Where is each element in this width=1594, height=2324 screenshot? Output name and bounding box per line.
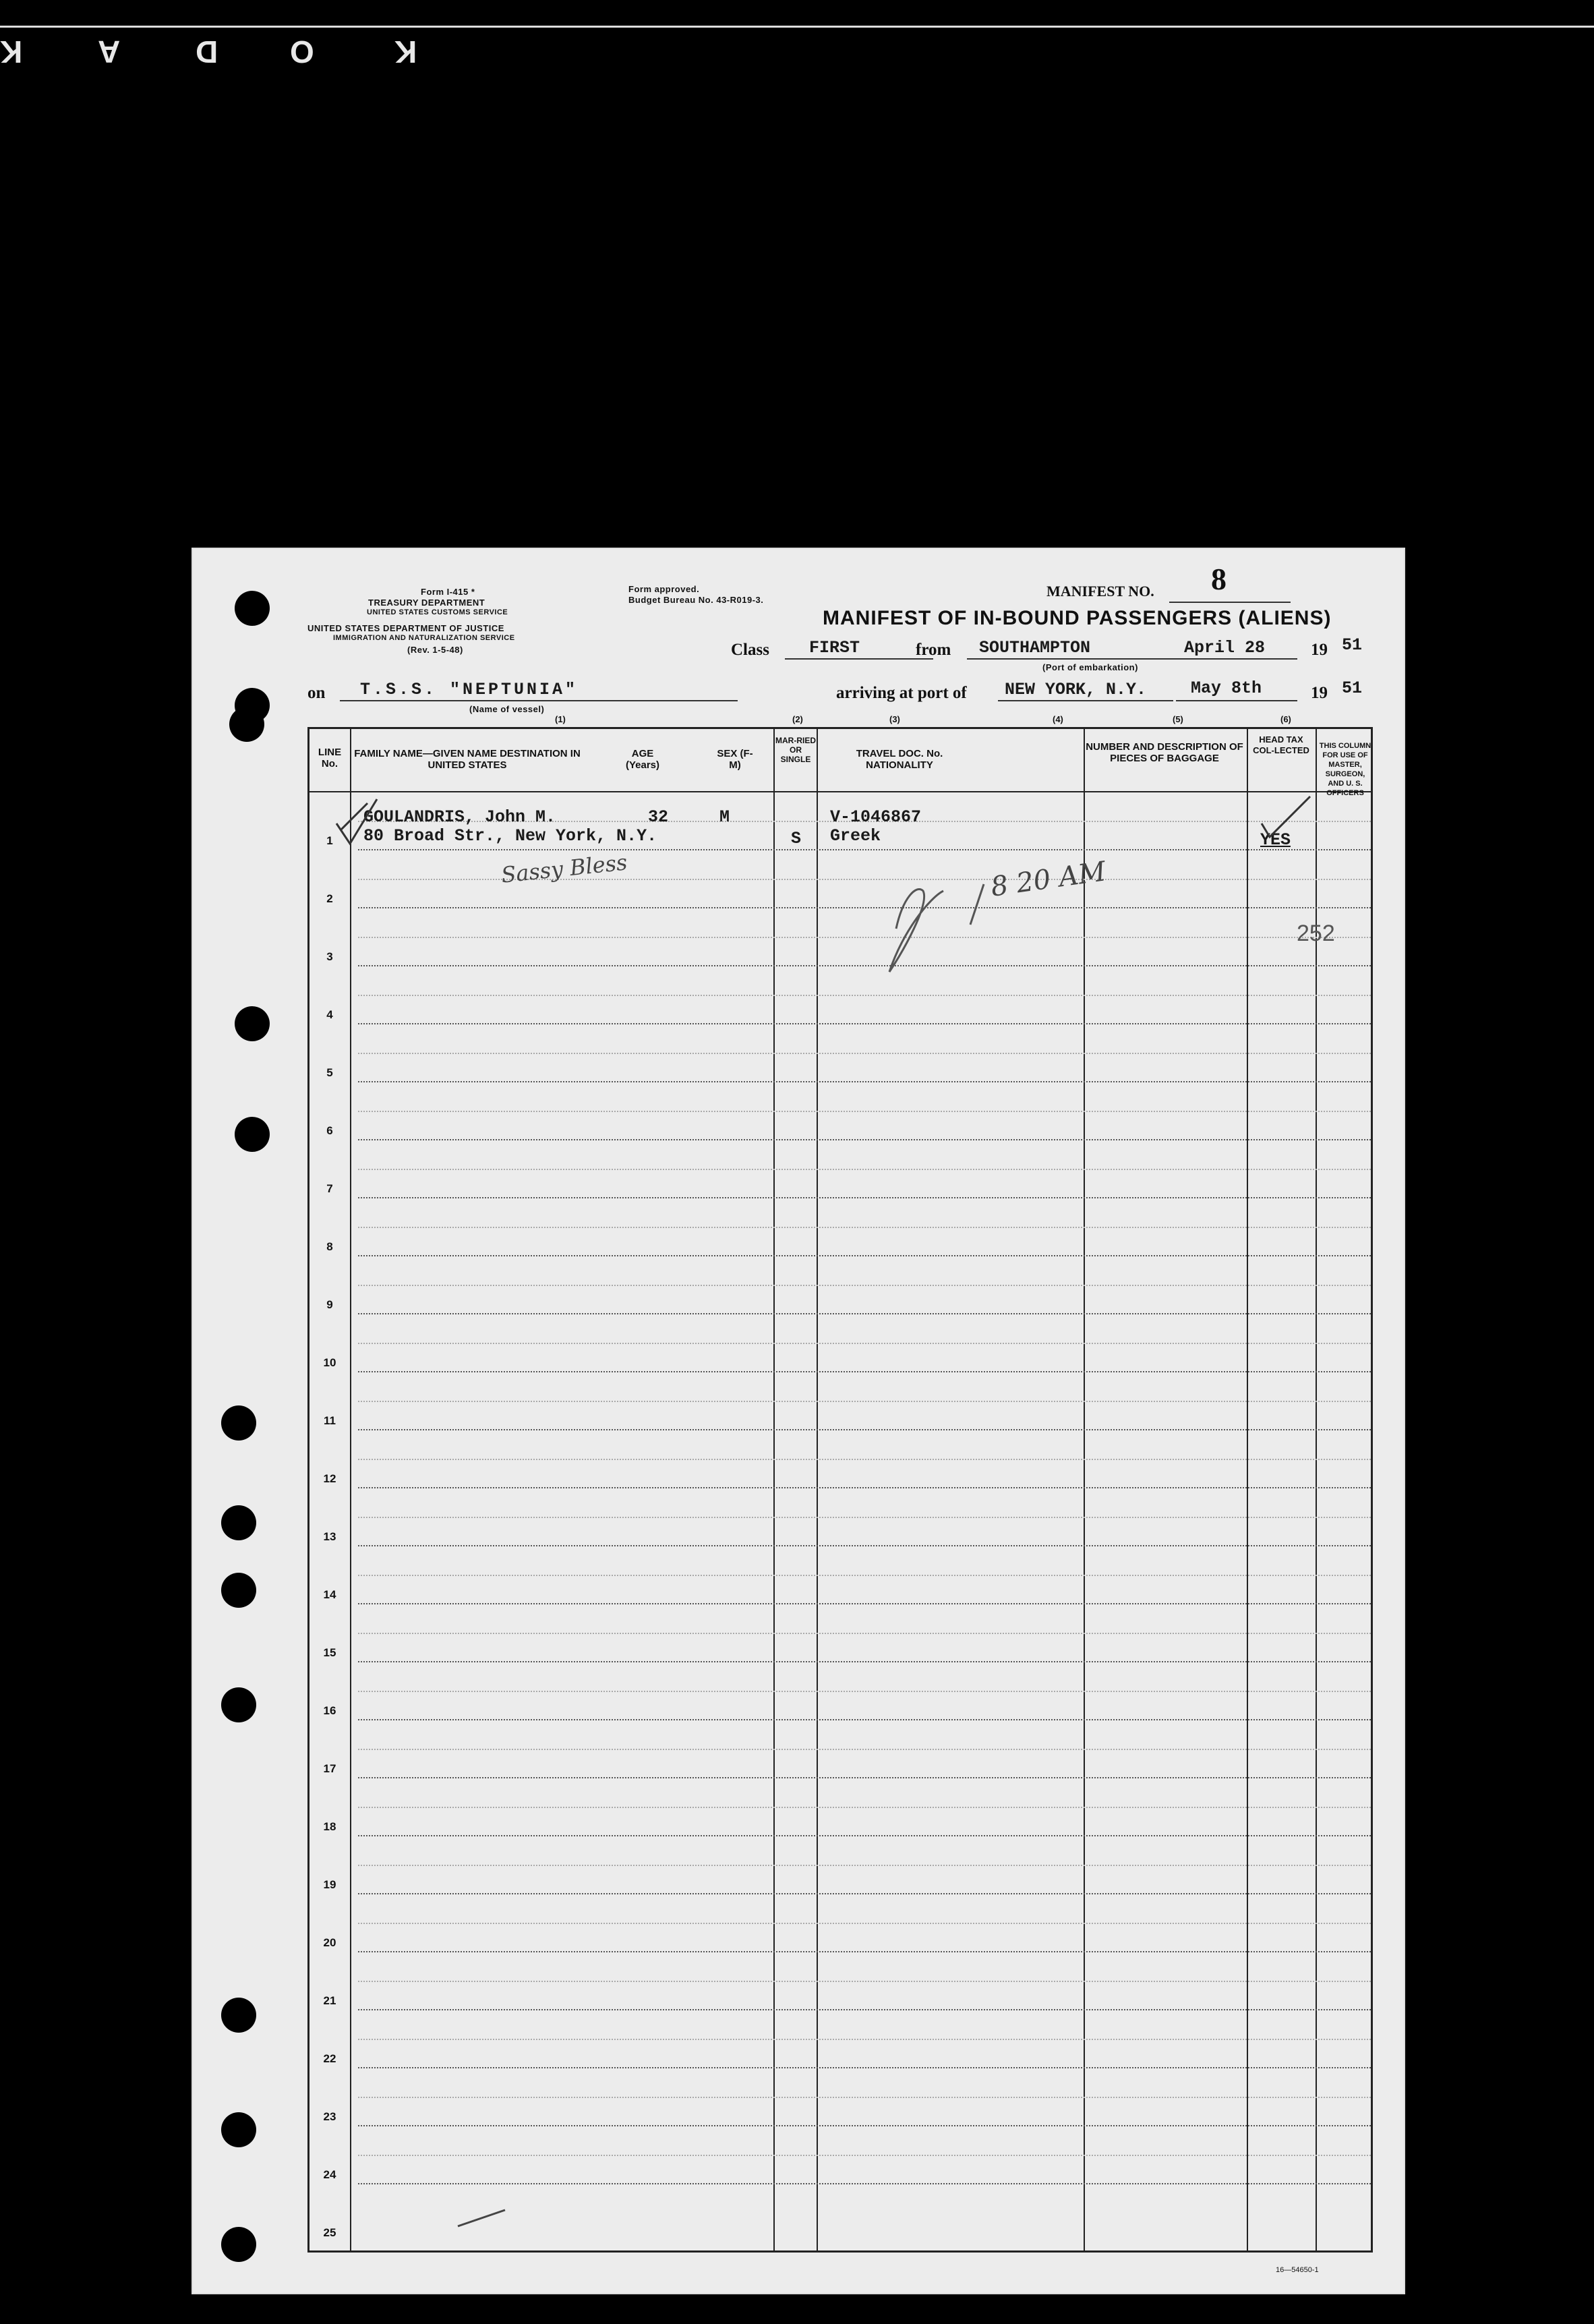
column-number: (6) bbox=[1280, 714, 1291, 724]
form-id: Form I-415 * bbox=[421, 587, 475, 597]
row-number: 18 bbox=[323, 1820, 336, 1833]
film-letter: D bbox=[196, 34, 218, 69]
arrival-year: 51 bbox=[1342, 678, 1363, 698]
binder-hole bbox=[235, 1006, 270, 1041]
class-line bbox=[785, 658, 933, 660]
manifest-no-line bbox=[1169, 602, 1291, 603]
column-number: (1) bbox=[555, 714, 566, 724]
passenger-travel-doc: V-1046867 bbox=[830, 807, 922, 827]
row-number: 5 bbox=[326, 1066, 333, 1079]
customs-service: UNITED STATES CUSTOMS SERVICE bbox=[367, 608, 508, 616]
film-letter: K bbox=[0, 34, 23, 69]
pen-marks bbox=[309, 729, 1375, 2255]
binder-hole bbox=[221, 2227, 256, 2262]
row-number: 16 bbox=[323, 1704, 336, 1717]
row-number: 17 bbox=[323, 1762, 336, 1775]
row-number: 2 bbox=[326, 892, 333, 905]
budget-bureau: Budget Bureau No. 43-R019-3. bbox=[628, 595, 764, 605]
row-number: 19 bbox=[323, 1878, 336, 1891]
col-header-officers: THIS COLUMN FOR USE OF MASTER, SURGEON, AND U. S. OFFICERS bbox=[1319, 742, 1371, 797]
col-header-head-tax: HEAD TAX COL-LECTED bbox=[1253, 734, 1309, 755]
row-number: 4 bbox=[326, 1008, 333, 1021]
column-number: (5) bbox=[1173, 714, 1183, 724]
film-letter: A bbox=[98, 34, 121, 69]
check-mark bbox=[336, 799, 377, 844]
col-header-baggage: NUMBER AND DESCRIPTION OF PIECES OF BAGGAGE bbox=[1086, 741, 1243, 764]
row-number: 7 bbox=[326, 1182, 333, 1195]
col-header-line-no: LINE No. bbox=[318, 747, 342, 769]
arrival-date-line bbox=[1176, 700, 1297, 701]
vessel-caption: (Name of vessel) bbox=[469, 704, 545, 714]
row-number: 10 bbox=[323, 1356, 336, 1369]
row-number: 12 bbox=[323, 1472, 336, 1485]
row-number: 14 bbox=[323, 1588, 336, 1601]
class-value: FIRST bbox=[809, 638, 860, 658]
row-number: 22 bbox=[323, 2052, 336, 2065]
binder-hole bbox=[221, 1573, 256, 1608]
revision: (Rev. 1-5-48) bbox=[407, 645, 463, 655]
check-mark bbox=[341, 803, 367, 830]
arrival-date: May 8th bbox=[1191, 678, 1262, 698]
class-label: Class bbox=[731, 641, 769, 659]
binder-hole bbox=[221, 1505, 256, 1540]
passenger-destination: 80 Broad Str., New York, N.Y. bbox=[363, 826, 657, 846]
arrival-port-line bbox=[998, 700, 1173, 701]
col-header-travel-doc: TRAVEL DOC. No. NATIONALITY bbox=[856, 748, 943, 771]
vessel-name: T.S.S. "NEPTUNIA" bbox=[360, 680, 579, 699]
film-edge-header bbox=[0, 0, 1594, 67]
binder-hole bbox=[229, 707, 264, 742]
row-number: 24 bbox=[323, 2168, 336, 2181]
handwritten-signature: Sassy Bless bbox=[500, 849, 629, 888]
col-header-married: MAR-RIED OR SINGLE bbox=[775, 736, 816, 764]
stamp-number: 252 bbox=[1297, 921, 1335, 946]
from-label: from bbox=[916, 641, 951, 659]
binder-hole bbox=[221, 1998, 256, 2033]
col-header-age: AGE (Years) bbox=[625, 748, 660, 771]
binder-hole bbox=[235, 1117, 270, 1152]
row-number: 9 bbox=[326, 1298, 333, 1311]
pen-stroke bbox=[458, 2210, 505, 2226]
film-letter: O bbox=[290, 34, 314, 69]
passenger-name: GOULANDRIS, John M. bbox=[363, 807, 556, 827]
arrival-port: NEW YORK, N.Y. bbox=[1005, 680, 1147, 699]
binder-hole bbox=[235, 591, 270, 626]
col-header-sex: SEX (F-M) bbox=[717, 748, 753, 771]
depart-year: 51 bbox=[1342, 635, 1363, 655]
manifest-no: 8 bbox=[1211, 562, 1227, 596]
binder-hole bbox=[221, 1687, 256, 1722]
row-number: 8 bbox=[326, 1240, 333, 1253]
row-number: 23 bbox=[323, 2110, 336, 2123]
passenger-table bbox=[307, 714, 1373, 2253]
treasury-dept: TREASURY DEPARTMENT bbox=[368, 598, 485, 608]
manifest-no-label: MANIFEST NO. bbox=[1046, 583, 1154, 600]
row-number: 13 bbox=[323, 1530, 336, 1543]
binder-hole bbox=[221, 2112, 256, 2147]
binder-hole bbox=[221, 1405, 256, 1441]
justice-dept: UNITED STATES DEPARTMENT OF JUSTICE bbox=[307, 623, 504, 633]
row-number: 20 bbox=[323, 1936, 336, 1949]
column-number: (4) bbox=[1053, 714, 1063, 724]
row-number: 3 bbox=[326, 950, 333, 963]
row-number: 6 bbox=[326, 1124, 333, 1137]
row-number: 1 bbox=[326, 834, 333, 847]
from-value: SOUTHAMPTON bbox=[979, 638, 1091, 658]
row-number: 15 bbox=[323, 1646, 336, 1659]
passenger-age: 32 bbox=[648, 807, 669, 827]
row-number: 11 bbox=[324, 1414, 336, 1427]
passenger-sex: M bbox=[719, 807, 730, 827]
port-embark-caption: (Port of embarkation) bbox=[1042, 662, 1138, 672]
from-line bbox=[967, 658, 1183, 660]
film-edge-letters bbox=[0, 34, 472, 67]
film-edge-line bbox=[0, 26, 1594, 28]
passenger-nationality: Greek bbox=[830, 826, 881, 846]
manifest-title: MANIFEST OF IN-BOUND PASSENGERS (ALIENS) bbox=[823, 607, 1332, 629]
passenger-head-tax: YES bbox=[1260, 830, 1291, 850]
handwritten-time: 8 20 AM bbox=[988, 856, 1108, 903]
vessel-line bbox=[340, 700, 738, 701]
col-header-name: FAMILY NAME—GIVEN NAME DESTINATION IN UNITED STATES bbox=[354, 748, 581, 771]
on-label: on bbox=[307, 684, 326, 702]
passenger-marital: S bbox=[791, 829, 802, 848]
form-approved: Form approved. bbox=[628, 584, 700, 594]
initials-scrawl bbox=[970, 884, 984, 925]
row-number: 25 bbox=[323, 2226, 336, 2239]
column-number: (2) bbox=[792, 714, 803, 724]
column-number: (3) bbox=[889, 714, 900, 724]
arrival-year-prefix: 19 bbox=[1311, 684, 1328, 702]
ins-service: IMMIGRATION AND NATURALIZATION SERVICE bbox=[333, 634, 515, 642]
arriving-label: arriving at port of bbox=[836, 684, 967, 702]
depart-date: April 28 bbox=[1184, 638, 1266, 658]
form-code: 16—54650-1 bbox=[1276, 2266, 1319, 2274]
manifest-page bbox=[191, 548, 1405, 2294]
check-mark bbox=[1262, 796, 1310, 837]
depart-date-line bbox=[1176, 658, 1297, 660]
row-number: 21 bbox=[323, 1994, 336, 2007]
depart-year-prefix: 19 bbox=[1311, 641, 1328, 659]
film-letter: K bbox=[394, 34, 417, 69]
initials-scrawl bbox=[889, 889, 943, 972]
